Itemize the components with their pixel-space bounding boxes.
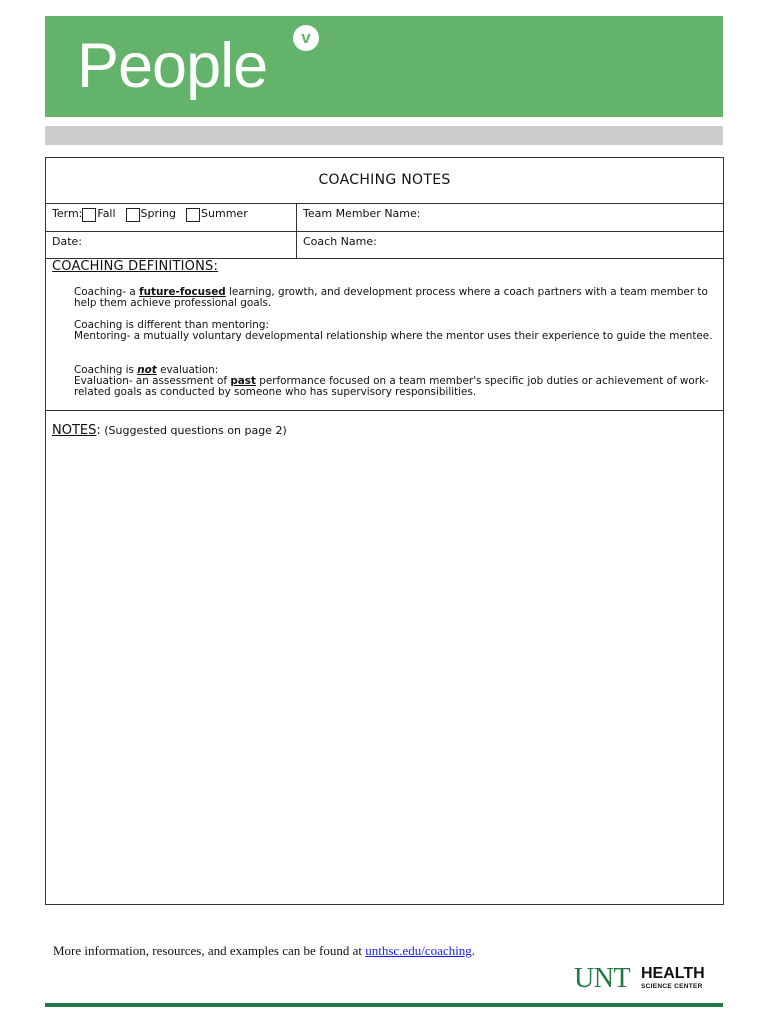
coaching-def-emph: future-focused [139, 286, 226, 298]
term-option-fall[interactable] [82, 207, 125, 222]
mentoring-def: Mentoring- a mutually voluntary developmental relationship where the mentor uses their experience to guide the mentee. [74, 330, 713, 342]
form-title: COACHING NOTES [318, 172, 451, 188]
notes-label: NOTES [52, 423, 97, 438]
term-row [46, 204, 723, 232]
fall-label: Fall [97, 207, 116, 220]
coach-cell[interactable] [297, 232, 723, 258]
brand-badge-icon: v [293, 25, 319, 51]
definitions-section [46, 259, 723, 411]
coach-label: Coach Name: [303, 235, 377, 248]
mentoring-intro: Coaching is different than mentoring: [74, 319, 269, 331]
eval-intro-emph: not [137, 364, 157, 376]
summer-label: Summer [201, 207, 248, 220]
footer-end: . [471, 943, 476, 958]
eval-def-prefix: Evaluation- an assessment of [74, 375, 231, 387]
form-title-row [46, 158, 723, 204]
logo-unt-text: UNT [574, 963, 631, 994]
spring-label: Spring [140, 207, 177, 220]
fall-checkbox[interactable] [82, 208, 96, 222]
coaching-form [45, 157, 724, 905]
coaching-definition [74, 287, 714, 309]
spring-checkbox[interactable] [126, 208, 140, 222]
team-member-cell[interactable] [297, 204, 723, 231]
notes-colon: : [96, 423, 101, 438]
logo-health-text: HEALTH [641, 965, 705, 982]
definitions-heading: COACHING DEFINITIONS: [52, 259, 219, 274]
term-option-summer[interactable] [186, 207, 258, 222]
bottom-rule [45, 1003, 723, 1007]
evaluation-definition [74, 365, 714, 398]
footer-info [53, 943, 475, 959]
header-banner [45, 16, 723, 117]
team-member-label: Team Member Name: [303, 207, 421, 220]
term-cell [46, 204, 297, 231]
coaching-def-prefix: Coaching- a [74, 286, 140, 298]
coaching-def-suffix: learning, growth, and development process where a coach partners with a team member to help them achieve professional goals. [74, 286, 708, 309]
date-label: Date: [52, 235, 82, 248]
footer-text: More information, resources, and examples can be found at [53, 943, 366, 958]
date-cell[interactable] [46, 232, 297, 258]
mentoring-definition [74, 320, 714, 342]
evaluation-def [74, 376, 714, 398]
eval-intro-suffix: evaluation: [156, 364, 219, 376]
eval-def-emph: past [230, 375, 256, 387]
logo-science-center-text: SCIENCE CENTER [641, 983, 703, 990]
date-row [46, 232, 723, 259]
notes-heading [52, 423, 287, 438]
eval-def-suffix: performance focused on a team member's specific job duties or achievement of work-related goals as conducted by someone who has supervisory responsibilities. [74, 375, 709, 398]
divider-bar [45, 126, 723, 145]
eval-intro-prefix: Coaching is [74, 364, 138, 376]
notes-subtitle: (Suggested questions on page 2) [100, 424, 287, 437]
term-label: Term: [52, 207, 83, 220]
summer-checkbox[interactable] [186, 208, 200, 222]
term-option-spring[interactable] [126, 207, 187, 222]
coaching-link[interactable]: unthsc.edu/coaching [365, 943, 472, 958]
brand-title: People [77, 31, 268, 101]
